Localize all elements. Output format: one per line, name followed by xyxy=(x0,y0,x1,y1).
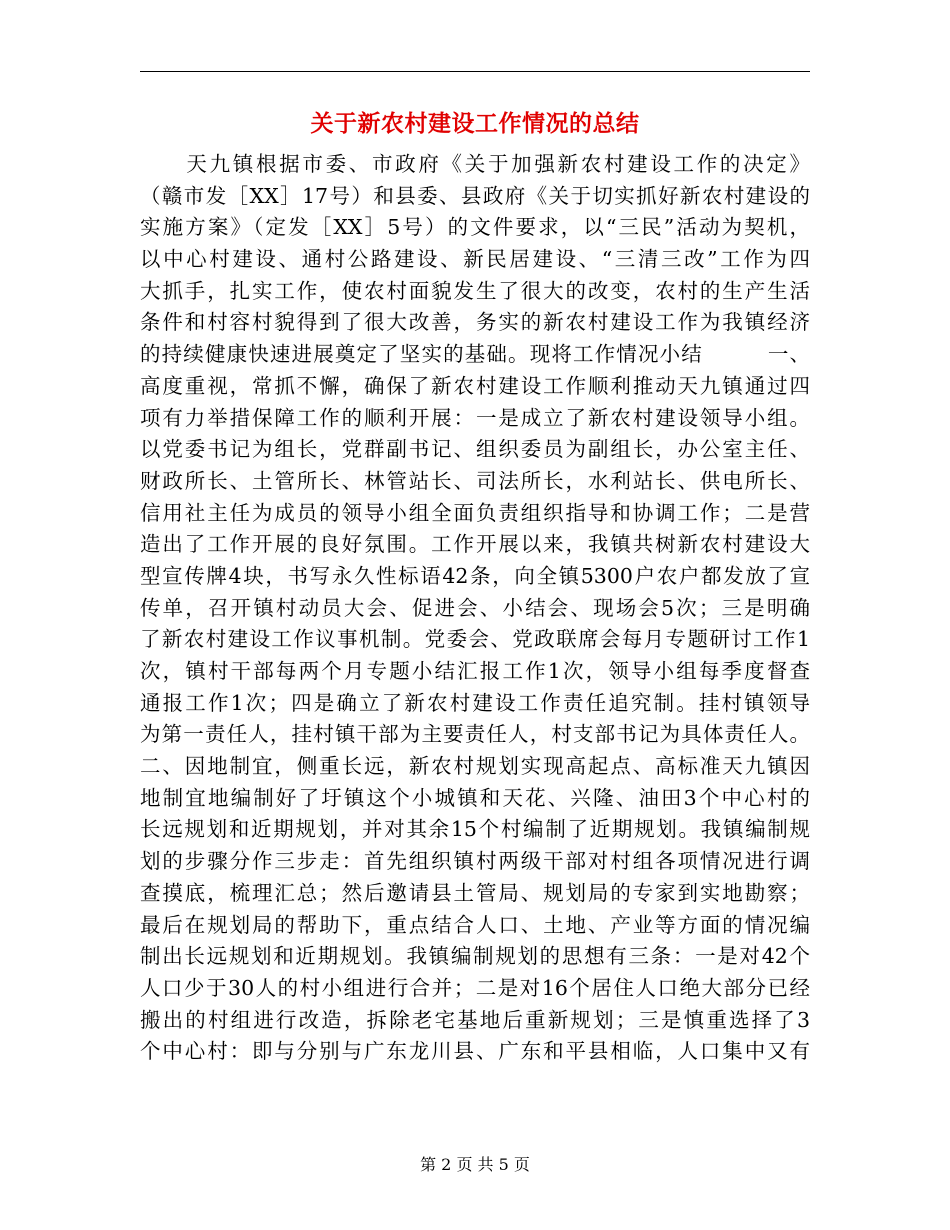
body-line: 财政所长、土管所长、林管站长、司法所长，水利站长、供电所长、 xyxy=(140,468,810,493)
body-line: 高度重视，常抓不懈，确保了新农村建设工作顺利推动天九镇通过四 xyxy=(140,373,810,398)
body-line: 以中心村建设、通村公路建设、新民居建设、“三清三改”工作为四 xyxy=(140,247,810,272)
body-line: 型宣传牌4块，书写永久性标语42条，向全镇5300户农户都发放了宣 xyxy=(140,563,810,588)
body-line: 次，镇村干部每两个月专题小结汇报工作1次，领导小组每季度督查 xyxy=(140,659,810,683)
body-line: 传单，召开镇村动员大会、促进会、小结会、现场会5次；三是明确 xyxy=(140,595,810,620)
body-line: 造出了工作开展的良好氛围。工作开展以来，我镇共树新农村建设大 xyxy=(140,532,810,557)
body-line: 搬出的村组进行改造，拆除老宅基地后重新规划；三是慎重选择了3 xyxy=(140,1007,810,1032)
body-line: 最后在规划局的帮助下，重点结合人口、土地、产业等方面的情况编 xyxy=(140,912,810,937)
body-line: （赣市发［XX］17号）和县委、县政府《关于切实抓好新农村建设的 xyxy=(140,183,810,208)
header-rule xyxy=(140,71,810,72)
body-line: 项有力举措保障工作的顺利开展：一是成立了新农村建设领导小组。 xyxy=(140,405,810,430)
body-line: 的持续健康快速进展奠定了坚实的基础。现将工作情况小结 一、 xyxy=(140,342,810,367)
document-body xyxy=(140,149,810,1068)
body-line: 为第一责任人，挂村镇干部为主要责任人，村支部书记为具体责任人。 xyxy=(140,722,810,747)
body-line: 天九镇根据市委、市政府《关于加强新农村建设工作的决定》 xyxy=(140,152,810,176)
body-line: 制出长远规划和近期规划。我镇编制规划的思想有三条：一是对42个 xyxy=(140,944,810,969)
body-line: 大抓手，扎实工作，使农村面貌发生了很大的改变，农村的生产生活 xyxy=(140,278,810,303)
body-line: 查摸底，梳理汇总；然后邀请县土管局、规划局的专家到实地勘察； xyxy=(140,880,810,905)
body-line: 地制宜地编制好了圩镇这个小城镇和天花、兴隆、油田3个中心村的 xyxy=(140,785,810,810)
page-number: 第 2 页 共 5 页 xyxy=(420,1155,530,1174)
body-line: 以党委书记为组长，党群副书记、组织委员为副组长，办公室主任、 xyxy=(140,437,810,462)
body-line: 信用社主任为成员的领导小组全面负责组织指导和协调工作；二是营 xyxy=(140,500,810,525)
body-line: 实施方案》（定发［XX］5号）的文件要求，以“三民”活动为契机， xyxy=(140,215,810,240)
body-line: 个中心村：即与分别与广东龙川县、广东和平县相临，人口集中又有 xyxy=(140,1039,810,1064)
body-line: 了新农村建设工作议事机制。党委会、党政联席会每月专题研讨工作1 xyxy=(140,627,810,652)
body-line: 划的步骤分作三步走：首先组织镇村两级干部对村组各项情况进行调 xyxy=(140,849,810,874)
body-line: 长远规划和近期规划，并对其余15个村编制了近期规划。我镇编制规 xyxy=(140,817,810,842)
document-title: 关于新农村建设工作情况的总结 xyxy=(310,110,640,137)
body-line: 人口少于30人的村小组进行合并；二是对16个居住人口绝大部分已经 xyxy=(140,975,810,1000)
body-line: 二、因地制宜，侧重长远，新农村规划实现高起点、高标准天九镇因 xyxy=(140,754,810,779)
body-line: 条件和村容村貌得到了很大改善，务实的新农村建设工作为我镇经济 xyxy=(140,310,810,335)
body-line: 通报工作1次；四是确立了新农村建设工作责任追究制。挂村镇领导 xyxy=(140,690,810,715)
